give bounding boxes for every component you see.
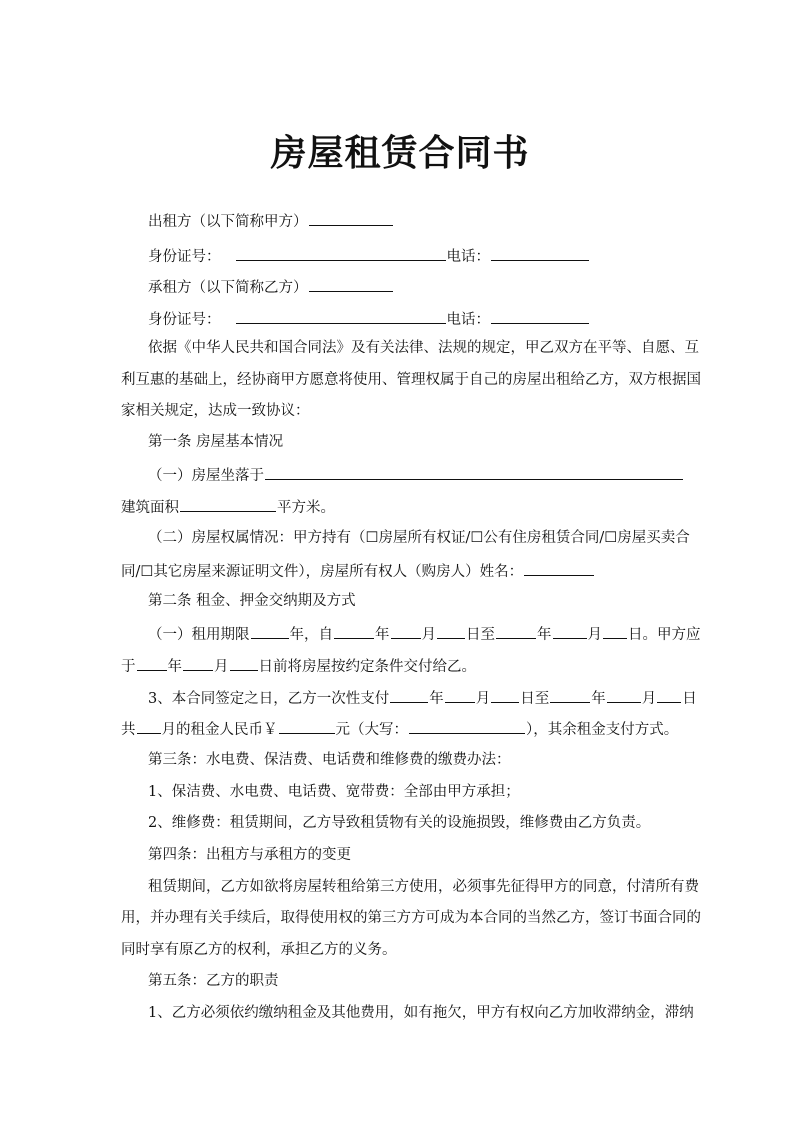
a3-item-2: 2、维修费：租赁期间，乙方导致租赁物有关的设施损毁，维修费由乙方负责。 (148, 815, 651, 831)
lessor-label: 出租方（以下简称甲方） (148, 214, 308, 230)
lessee-id-blank (236, 308, 446, 324)
a1-owner-name-blank (524, 560, 594, 576)
a2-term-line-1 (148, 623, 701, 645)
text: 年 (591, 691, 606, 707)
a4-paragraph-line-1: 租赁期间，乙方如欲将房屋转租给第三方使用，必须事先征得甲方的同意，付清所有费 (148, 879, 699, 895)
text: 共 (121, 722, 136, 738)
a1-location-blank (265, 464, 683, 480)
article-3-heading: 第三条：水电费、保洁费、电话费和维修费的缴费办法： (148, 752, 511, 768)
a3-item-1: 1、保洁费、水电费、电话费、宽带费：全部由甲方承担； (148, 784, 520, 800)
lessor-id-blank (236, 245, 446, 261)
text: 月 (475, 691, 491, 707)
rent-amount-blank (279, 718, 335, 734)
article-4-heading: 第四条：出租方与承租方的变更 (148, 847, 351, 863)
text: 日 (682, 691, 697, 707)
text: 月 (641, 691, 657, 707)
a2-payment-label: 3、本合同签定之日，乙方一次性支付 (148, 691, 390, 707)
lessee-phone-blank (491, 308, 589, 324)
a1-location-line (148, 464, 691, 486)
blank (657, 687, 681, 703)
blank (137, 718, 161, 734)
blank (445, 687, 475, 703)
preamble-line-2: 利互惠的基础上，经协商甲方愿意将使用、管理权属于自己的房屋出租给乙方，双方根据国 (121, 372, 701, 388)
blank (607, 687, 641, 703)
a1-area-line (121, 496, 691, 518)
a1-ownership-line-1: （二）房屋权属情况：甲方持有（☐房屋所有权证/☐公有住房租赁合同/☐房屋买卖合 (148, 530, 690, 546)
preamble-line-1: 依据《中华人民共和国合同法》及有关法律、法规的规定，甲乙双方在平等、自愿、互 (148, 340, 699, 356)
a2-payment-line-1 (148, 687, 697, 709)
lessee-name-blank (309, 276, 393, 292)
text: 年 (375, 627, 390, 643)
article-1-heading: 第一条 房屋基本情况 (148, 434, 284, 450)
lessor-phone-blank (491, 245, 589, 261)
text: 日至 (466, 627, 495, 643)
blank (496, 623, 536, 639)
text: 月 (214, 659, 229, 675)
text: 日前将房屋按约定条件交付给乙。 (258, 659, 476, 675)
lessor-phone-label: 电话： (446, 249, 490, 265)
lessor-line (148, 210, 691, 232)
article-5-heading: 第五条：乙方的职责 (148, 973, 279, 989)
a2-payment-line-2 (121, 718, 691, 740)
a1-area-label: 建筑面积 (121, 500, 179, 516)
blank (390, 687, 428, 703)
text: 月 (421, 627, 436, 643)
blank (137, 655, 167, 671)
text: 年 (429, 691, 444, 707)
text: 元（大写： (335, 722, 408, 738)
rent-amount-words-blank (409, 718, 525, 734)
lessor-name-blank (309, 210, 393, 226)
text: 于 (121, 659, 136, 675)
a2-term-label: （一）租用期限 (148, 627, 250, 643)
blank (603, 623, 627, 639)
a1-ownership-line-2 (121, 560, 691, 582)
blank (391, 623, 421, 639)
text: 日至 (520, 691, 550, 707)
blank (251, 623, 289, 639)
text: 日。甲方应 (628, 627, 701, 643)
lessee-label: 承租方（以下简称乙方） (148, 280, 308, 296)
blank (437, 623, 465, 639)
blank (230, 655, 258, 671)
article-2-heading: 第二条 租金、押金交纳期及方式 (148, 593, 356, 609)
a1-ownership-text: 同/☐其它房屋来源证明文件），房屋所有权人（购房人）姓名： (121, 564, 524, 580)
text: 年 (167, 659, 182, 675)
a4-paragraph-line-3: 同时享有原乙方的权利，承担乙方的义务。 (121, 942, 397, 958)
text: ），其余租金支付方式。 (526, 722, 679, 738)
text: 年，自 (289, 627, 333, 643)
a1-area-unit: 平方米。 (277, 500, 335, 516)
lessee-id-label: 身份证号： (148, 312, 221, 328)
blank (491, 687, 519, 703)
a1-area-blank (180, 496, 276, 512)
preamble-line-3: 家相关规定，达成一致协议： (121, 403, 310, 419)
lessee-line (148, 276, 691, 298)
document-title: 房屋租赁合同书 (270, 132, 530, 174)
lessee-id-line (148, 308, 691, 330)
a1-location-label: （一）房屋坐落于 (148, 468, 264, 484)
blank (550, 687, 590, 703)
lessor-id-label: 身份证号： (148, 249, 221, 265)
blank (334, 623, 374, 639)
a4-paragraph-line-2: 用，并办理有关手续后，取得使用权的第三方方可成为本合同的当然乙方，签订书面合同的 (121, 910, 701, 926)
lessee-phone-label: 电话： (446, 312, 490, 328)
text: 月 (587, 627, 602, 643)
blank (553, 623, 587, 639)
lessor-id-line (148, 245, 691, 267)
a5-item-1: 1、乙方必须依约缴纳租金及其他费用，如有拖欠，甲方有权向乙方加收滞纳金，滞纳 (148, 1005, 694, 1021)
a2-term-line-2 (121, 655, 691, 677)
blank (183, 655, 213, 671)
text: 月的租金人民币￥ (161, 722, 278, 738)
text: 年 (537, 627, 552, 643)
